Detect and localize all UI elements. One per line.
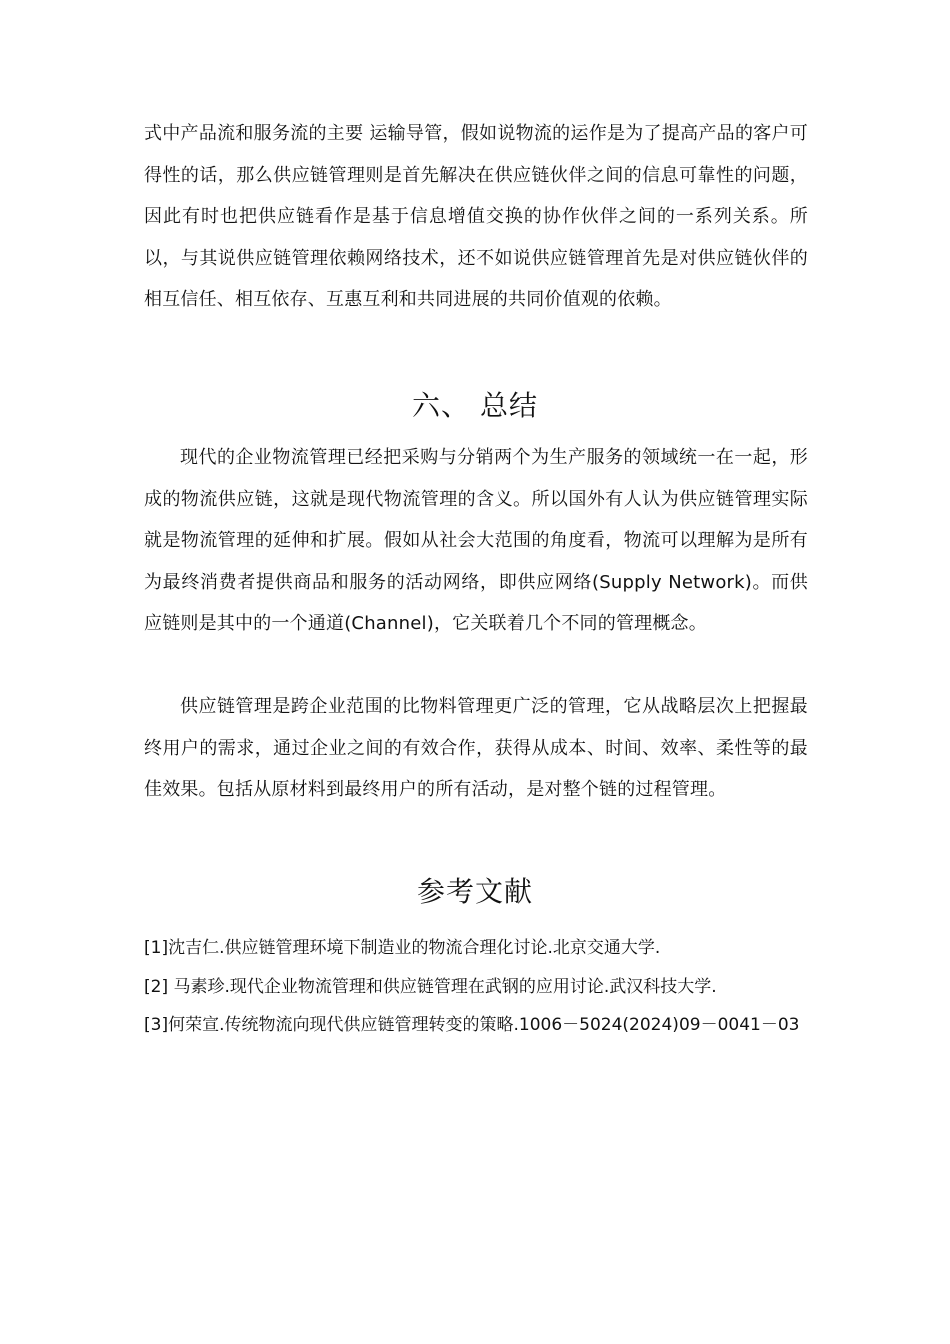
section-heading-summary: 六、 总结 [412,389,538,422]
reference-item-1: [1]沈吉仁.供应链管理环境下制造业的物流合理化讨论.北京交通大学. [144,938,661,958]
references-heading: 参考文献 [416,875,533,908]
summary-paragraph-1: 现代的企业物流管理已经把采购与分销两个为生产服务的领域统一在一起，形成的物流供应链，这就是现代物流管理的含义。所以国外有人认为供应链管理实际就是物流管理的延伸和扩展。假如从社会大范围的角度看，物流可以理解为是所有为最终消费者提供商品和服务的活动网络，即供应网络(Supply Network)。而供应链则是其中的一个通道(Channel)，它关联着几个不同的管理概念。 [144,447,808,635]
summary-paragraph-2: 供应链管理是跨企业范围的比物料管理更广泛的管理，它从战略层次上把握最终用户的需求，通过企业之间的有效合作，获得从成本、时间、效率、柔性等的最佳效果。包括从原材料到最终用户的所有活动，是对整个链的过程管理。 [144,696,808,801]
reference-item-2: [2] 马素珍.现代企业物流管理和供应链管理在武钢的应用讨论.武汉科技大学. [144,976,717,997]
references-list [144,929,808,1045]
reference-item-3: [3]何荣宣.传统物流向现代供应链管理转变的策略.1006－5024(2024)09－0041－03 [144,1015,800,1035]
intro-paragraph: 式中产品流和服务流的主要 运输导管，假如说物流的运作是为了提高产品的客户可得性的话，那么供应链管理则是首先解决在供应链伙伴之间的信息可靠性的问题，因此有时也把供应链看作是基于信息增值交换的协作伙伴之间的一系列关系。所以，与其说供应链管理依赖网络技术，还不如说供应链管理首先是对供应链伙伴的相互信任、相互依存、互惠互利和共同进展的共同价值观的依赖。 [144,123,808,311]
